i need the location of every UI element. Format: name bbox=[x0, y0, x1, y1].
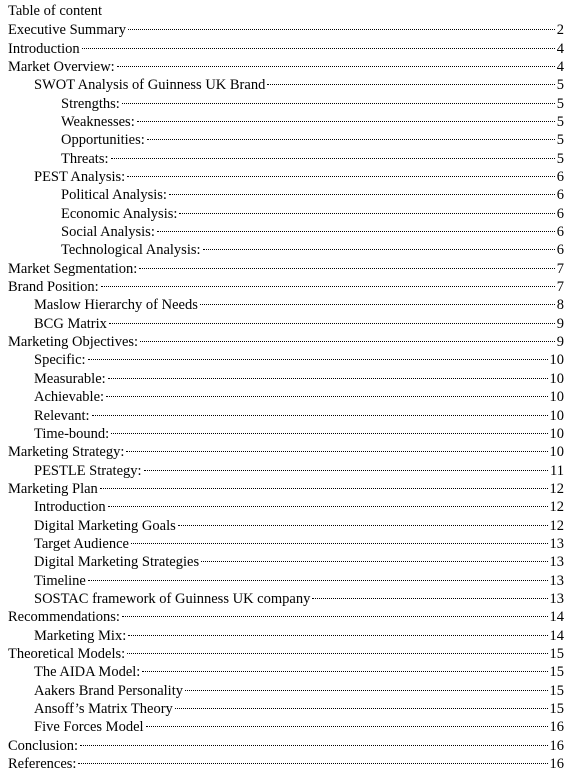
toc-page-number: 13 bbox=[549, 590, 564, 607]
toc-page-number: 6 bbox=[556, 187, 564, 204]
toc-dot-leader bbox=[108, 506, 548, 507]
toc-entry-label: Introduction bbox=[8, 40, 80, 57]
toc-entry-label: Strengths: bbox=[61, 95, 120, 112]
toc-dot-leader bbox=[175, 708, 548, 709]
toc-entry[interactable] bbox=[8, 205, 564, 223]
toc-entry-label: Opportunities: bbox=[61, 132, 145, 149]
toc-page-number: 6 bbox=[556, 169, 564, 186]
toc-entry[interactable] bbox=[8, 737, 564, 755]
toc-entry[interactable] bbox=[8, 572, 564, 590]
toc-entry-label: PEST Analysis: bbox=[34, 169, 126, 186]
toc-dot-leader bbox=[147, 139, 555, 140]
toc-dot-leader bbox=[117, 66, 555, 67]
toc-page-number: 5 bbox=[556, 150, 564, 167]
toc-dot-leader bbox=[142, 671, 547, 672]
toc-dot-leader bbox=[88, 580, 548, 581]
toc-entry[interactable] bbox=[8, 58, 564, 76]
toc-entry[interactable] bbox=[8, 462, 564, 480]
toc-page-number: 10 bbox=[549, 389, 564, 406]
toc-entry[interactable] bbox=[8, 553, 564, 571]
toc-entry[interactable] bbox=[8, 168, 564, 186]
toc-dot-leader bbox=[179, 213, 554, 214]
toc-dot-leader bbox=[88, 359, 548, 360]
toc-dot-leader bbox=[157, 231, 555, 232]
toc-dot-leader bbox=[137, 121, 555, 122]
toc-entry-label: Digital Marketing Strategies bbox=[34, 554, 200, 571]
toc-dot-leader bbox=[100, 488, 548, 489]
toc-dot-leader bbox=[128, 29, 555, 30]
toc-entry-label: Market Overview: bbox=[8, 58, 115, 75]
toc-entry[interactable] bbox=[8, 407, 564, 425]
toc-dot-leader bbox=[203, 249, 555, 250]
toc-page-number: 9 bbox=[556, 315, 564, 332]
toc-page-number: 14 bbox=[549, 627, 564, 644]
toc-entry-label: Digital Marketing Goals bbox=[34, 517, 176, 534]
toc-dot-leader bbox=[127, 176, 555, 177]
toc-entry-label: Threats: bbox=[61, 150, 109, 167]
toc-entry-label: References: bbox=[8, 756, 77, 773]
toc-page-number: 10 bbox=[549, 352, 564, 369]
toc-entry-label: Conclusion: bbox=[8, 737, 79, 754]
toc-entry-label: SWOT Analysis of Guinness UK Brand bbox=[34, 77, 266, 94]
toc-dot-leader bbox=[139, 268, 554, 269]
toc-dot-leader bbox=[126, 451, 547, 452]
toc-dot-leader bbox=[82, 48, 555, 49]
toc-entry[interactable] bbox=[8, 223, 564, 241]
toc-page-number: 10 bbox=[549, 444, 564, 461]
toc-entry[interactable] bbox=[8, 663, 564, 681]
toc-dot-leader bbox=[128, 635, 547, 636]
toc-entry-label: Marketing Objectives: bbox=[8, 334, 139, 351]
toc-entry-label: Ansoff’s Matrix Theory bbox=[34, 701, 173, 718]
toc-page-number: 4 bbox=[556, 40, 564, 57]
toc-dot-leader bbox=[267, 84, 554, 85]
toc-page-number: 5 bbox=[556, 95, 564, 112]
toc-entry-label: Time-bound: bbox=[34, 425, 110, 442]
toc-page-number: 5 bbox=[556, 132, 564, 149]
toc-dot-leader bbox=[201, 561, 547, 562]
toc-page-number: 10 bbox=[549, 425, 564, 442]
toc-entry[interactable] bbox=[8, 113, 564, 131]
toc-entry[interactable] bbox=[8, 76, 564, 94]
toc-dot-leader bbox=[101, 286, 555, 287]
toc-page-number: 15 bbox=[549, 701, 564, 718]
toc-entry[interactable] bbox=[8, 608, 564, 626]
toc-page-number: 13 bbox=[549, 554, 564, 571]
toc-entry-label: PESTLE Strategy: bbox=[34, 462, 142, 479]
toc-dot-leader bbox=[122, 616, 548, 617]
toc-page-number: 12 bbox=[549, 480, 564, 497]
toc-entry-label: Market Segmentation: bbox=[8, 260, 138, 277]
toc-entry[interactable] bbox=[8, 627, 564, 645]
toc-entry-label: Weaknesses: bbox=[61, 114, 135, 131]
toc-dot-leader bbox=[185, 690, 548, 691]
toc-dot-leader bbox=[122, 103, 555, 104]
toc-page-number: 10 bbox=[549, 370, 564, 387]
toc-entry-label: Executive Summary bbox=[8, 22, 126, 39]
toc-entry-label: Theoretical Models: bbox=[8, 645, 126, 662]
toc-entry-label: SOSTAC framework of Guinness UK company bbox=[34, 590, 311, 607]
toc-dot-leader bbox=[108, 378, 548, 379]
toc-entry-label: Recommendations: bbox=[8, 609, 120, 626]
toc-dot-leader bbox=[106, 396, 547, 397]
toc-entry[interactable] bbox=[8, 241, 564, 259]
toc-entry[interactable] bbox=[8, 351, 564, 369]
toc-entry[interactable] bbox=[8, 498, 564, 516]
toc-entry-label: Political Analysis: bbox=[61, 187, 167, 204]
toc-entry-label: BCG Matrix bbox=[34, 315, 107, 332]
toc-entry[interactable] bbox=[8, 388, 564, 406]
toc-entry[interactable] bbox=[8, 333, 564, 351]
toc-dot-leader bbox=[169, 194, 555, 195]
toc-dot-leader bbox=[127, 653, 547, 654]
toc-entry-label: Target Audience bbox=[34, 535, 129, 552]
toc-page-number: 5 bbox=[556, 77, 564, 94]
toc-entry[interactable] bbox=[8, 278, 564, 296]
toc-page-number: 10 bbox=[549, 407, 564, 424]
toc-dot-leader bbox=[131, 543, 548, 544]
toc-entry-label: Maslow Hierarchy of Needs bbox=[34, 297, 198, 314]
toc-entry-label: Economic Analysis: bbox=[61, 205, 178, 222]
toc-dot-leader bbox=[80, 745, 547, 746]
toc-dot-leader bbox=[111, 433, 547, 434]
toc-page-number: 11 bbox=[550, 462, 564, 479]
toc-entry-label: Achievable: bbox=[34, 389, 105, 406]
toc-entry-label: Social Analysis: bbox=[61, 224, 155, 241]
toc-entry[interactable] bbox=[8, 150, 564, 168]
toc-list bbox=[8, 21, 564, 773]
toc-dot-leader bbox=[146, 726, 548, 727]
toc-entry-label: Marketing Plan bbox=[8, 480, 98, 497]
toc-entry[interactable] bbox=[8, 755, 564, 773]
toc-page-number: 9 bbox=[556, 334, 564, 351]
toc-title: Table of content bbox=[8, 3, 103, 19]
toc-entry-label: Technological Analysis: bbox=[61, 242, 201, 259]
toc-page-number: 13 bbox=[549, 572, 564, 589]
toc-page-number: 7 bbox=[556, 260, 564, 277]
toc-dot-leader bbox=[144, 470, 548, 471]
toc-dot-leader bbox=[109, 323, 555, 324]
toc-page-number: 12 bbox=[549, 517, 564, 534]
toc-entry-label: Timeline bbox=[34, 572, 86, 589]
toc-entry-label: Marketing Strategy: bbox=[8, 444, 125, 461]
toc-entry[interactable] bbox=[8, 95, 564, 113]
toc-page-number: 2 bbox=[556, 22, 564, 39]
toc-entry[interactable] bbox=[8, 535, 564, 553]
toc-page-number: 7 bbox=[556, 279, 564, 296]
toc-page-number: 16 bbox=[549, 756, 564, 773]
toc-entry-label: Five Forces Model bbox=[34, 719, 144, 736]
toc-entry-label: Measurable: bbox=[34, 370, 106, 387]
toc-entry[interactable] bbox=[8, 700, 564, 718]
toc-page-number: 6 bbox=[556, 242, 564, 259]
toc-entry[interactable] bbox=[8, 682, 564, 700]
toc-page-number: 14 bbox=[549, 609, 564, 626]
toc-page-number: 15 bbox=[549, 664, 564, 681]
toc-page-number: 15 bbox=[549, 645, 564, 662]
toc-dot-leader bbox=[200, 304, 555, 305]
toc-entry-label: The AIDA Model: bbox=[34, 664, 141, 681]
toc-entry[interactable] bbox=[8, 425, 564, 443]
toc-entry[interactable] bbox=[8, 718, 564, 736]
toc-dot-leader bbox=[312, 598, 547, 599]
toc-entry-label: Relevant: bbox=[34, 407, 90, 424]
toc-page-number: 12 bbox=[549, 499, 564, 516]
toc-page-number: 8 bbox=[556, 297, 564, 314]
toc-entry-label: Specific: bbox=[34, 352, 86, 369]
toc-entry[interactable] bbox=[8, 443, 564, 461]
toc-dot-leader bbox=[178, 525, 548, 526]
toc-page-number: 16 bbox=[549, 737, 564, 754]
toc-dot-leader bbox=[111, 158, 555, 159]
toc-entry[interactable] bbox=[8, 517, 564, 535]
toc-page-number: 13 bbox=[549, 535, 564, 552]
toc-entry[interactable] bbox=[8, 370, 564, 388]
toc-entry[interactable] bbox=[8, 131, 564, 149]
toc-entry[interactable] bbox=[8, 260, 564, 278]
toc-entry[interactable] bbox=[8, 590, 564, 608]
toc-entry-label: Aakers Brand Personality bbox=[34, 682, 183, 699]
toc-page-number: 5 bbox=[556, 114, 564, 131]
toc-dot-leader bbox=[78, 763, 547, 764]
toc-entry[interactable] bbox=[8, 296, 564, 314]
toc-entry[interactable] bbox=[8, 186, 564, 204]
document-page bbox=[8, 3, 564, 773]
toc-page-number: 4 bbox=[556, 58, 564, 75]
toc-entry-label: Introduction bbox=[34, 499, 106, 516]
toc-dot-leader bbox=[92, 415, 548, 416]
toc-entry-label: Marketing Mix: bbox=[34, 627, 127, 644]
toc-entry-label: Brand Position: bbox=[8, 279, 99, 296]
toc-entry[interactable] bbox=[8, 315, 564, 333]
toc-page-number: 6 bbox=[556, 205, 564, 222]
toc-page-number: 15 bbox=[549, 682, 564, 699]
toc-entry[interactable] bbox=[8, 21, 564, 39]
toc-entry[interactable] bbox=[8, 645, 564, 663]
toc-page-number: 16 bbox=[549, 719, 564, 736]
toc-dot-leader bbox=[140, 341, 555, 342]
toc-page-number: 6 bbox=[556, 224, 564, 241]
toc-entry[interactable] bbox=[8, 40, 564, 58]
toc-entry[interactable] bbox=[8, 480, 564, 498]
